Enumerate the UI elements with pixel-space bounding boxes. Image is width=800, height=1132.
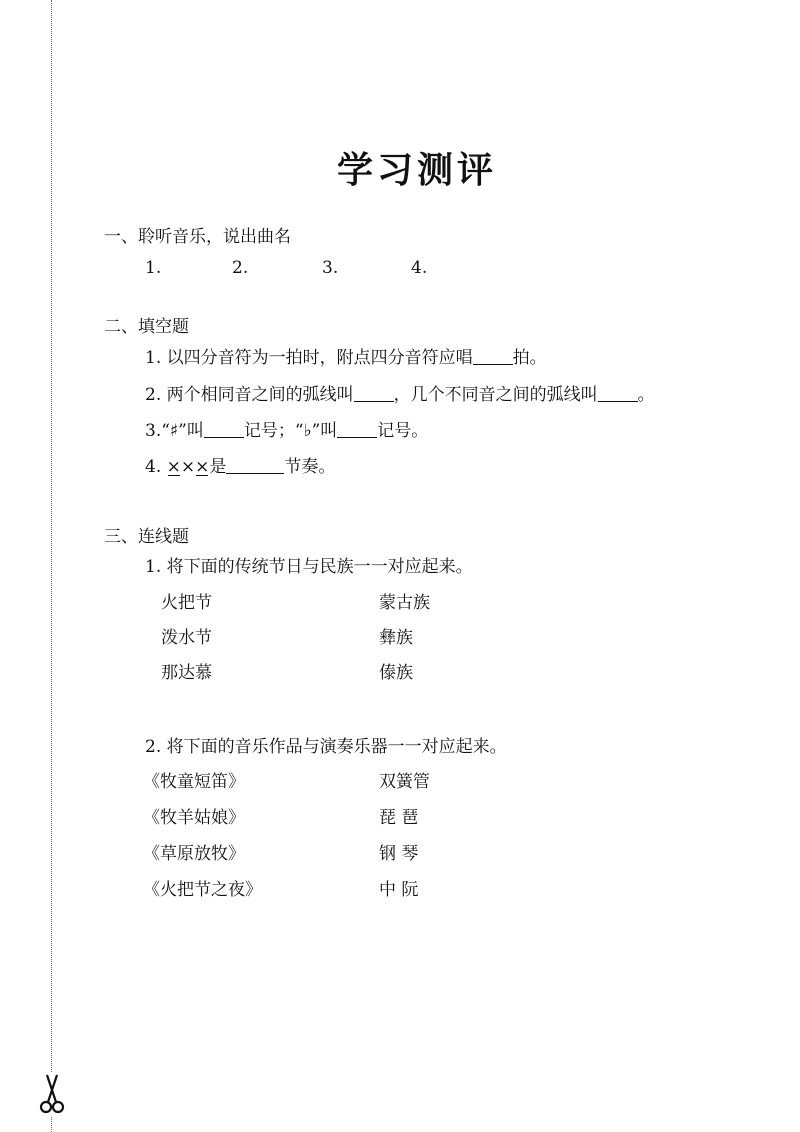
match-instrument[interactable]: 琵 琶	[379, 808, 419, 828]
fill-q1-tail: 拍。	[512, 348, 547, 368]
fill-q1-text: 1. 以四分音符为一拍时，附点四分音符应唱	[145, 348, 473, 368]
fill-q3-mid: 记号；“	[243, 421, 304, 441]
fill-q2-tail: 。	[637, 385, 655, 405]
match-festival[interactable]: 那达慕	[161, 663, 212, 683]
rhythm-note: ×	[166, 457, 181, 477]
fill-q3-call-2: ”叫	[311, 421, 338, 441]
match-instrument[interactable]: 中 阮	[379, 880, 419, 900]
page-title: 学习测评	[336, 149, 497, 191]
answer-blank[interactable]	[226, 457, 284, 474]
answer-blank[interactable]	[204, 421, 244, 438]
section-3-heading: 三、连线题	[104, 527, 189, 547]
listening-item-4: 4.	[411, 258, 428, 278]
listening-item-1: 1.	[145, 258, 162, 278]
sharp-sign: ♯	[169, 421, 179, 441]
match-music-work[interactable]: 《牧童短笛》	[143, 772, 245, 792]
listening-item-3: 3.	[322, 258, 339, 278]
matching-1-prompt: 1. 将下面的传统节日与民族一一对应起来。	[145, 557, 473, 577]
match-music-work[interactable]: 《草原放牧》	[143, 844, 245, 864]
rhythm-note: ×	[195, 457, 210, 477]
match-instrument[interactable]: 双簧管	[379, 772, 430, 792]
scissors-icon	[38, 1072, 66, 1116]
flat-sign: ♭	[303, 421, 312, 441]
section-1-heading: 一、聆听音乐，说出曲名	[104, 227, 291, 247]
match-music-work[interactable]: 《火把节之夜》	[143, 880, 262, 900]
rhythm-notation	[167, 457, 210, 477]
fill-q3-tail: 记号。	[377, 421, 429, 441]
answer-blank[interactable]	[598, 385, 638, 402]
fill-q3-call: ”叫	[178, 421, 204, 441]
fill-q4-text: 是	[209, 457, 227, 477]
fill-q3-num: 3.“	[145, 421, 170, 441]
fill-q2-mid: ，几个不同音之间的弧线叫	[393, 385, 598, 405]
match-ethnic-group[interactable]: 傣族	[379, 663, 413, 683]
fill-question-4	[145, 456, 335, 478]
rhythm-note: ×	[180, 457, 196, 477]
fill-question-2	[145, 384, 655, 406]
matching-2-prompt: 2. 将下面的音乐作品与演奏乐器一一对应起来。	[145, 737, 507, 757]
section-2-heading: 二、填空题	[104, 317, 189, 337]
answer-blank[interactable]	[354, 385, 394, 402]
match-ethnic-group[interactable]: 蒙古族	[379, 593, 430, 613]
listening-item-2: 2.	[232, 258, 249, 278]
match-instrument[interactable]: 钢 琴	[379, 844, 419, 864]
match-festival[interactable]: 火把节	[161, 593, 212, 613]
match-festival[interactable]: 泼水节	[161, 628, 212, 648]
match-music-work[interactable]: 《牧羊姑娘》	[143, 808, 245, 828]
answer-blank[interactable]	[473, 348, 513, 365]
fill-question-3	[145, 420, 428, 442]
fill-question-1	[145, 347, 547, 369]
fill-q4-tail: 节奏。	[284, 457, 336, 477]
match-ethnic-group[interactable]: 彝族	[379, 628, 413, 648]
fill-q2-text: 2. 两个相同音之间的弧线叫	[145, 385, 354, 405]
answer-blank[interactable]	[337, 421, 377, 438]
fill-q4-num: 4.	[145, 457, 162, 477]
